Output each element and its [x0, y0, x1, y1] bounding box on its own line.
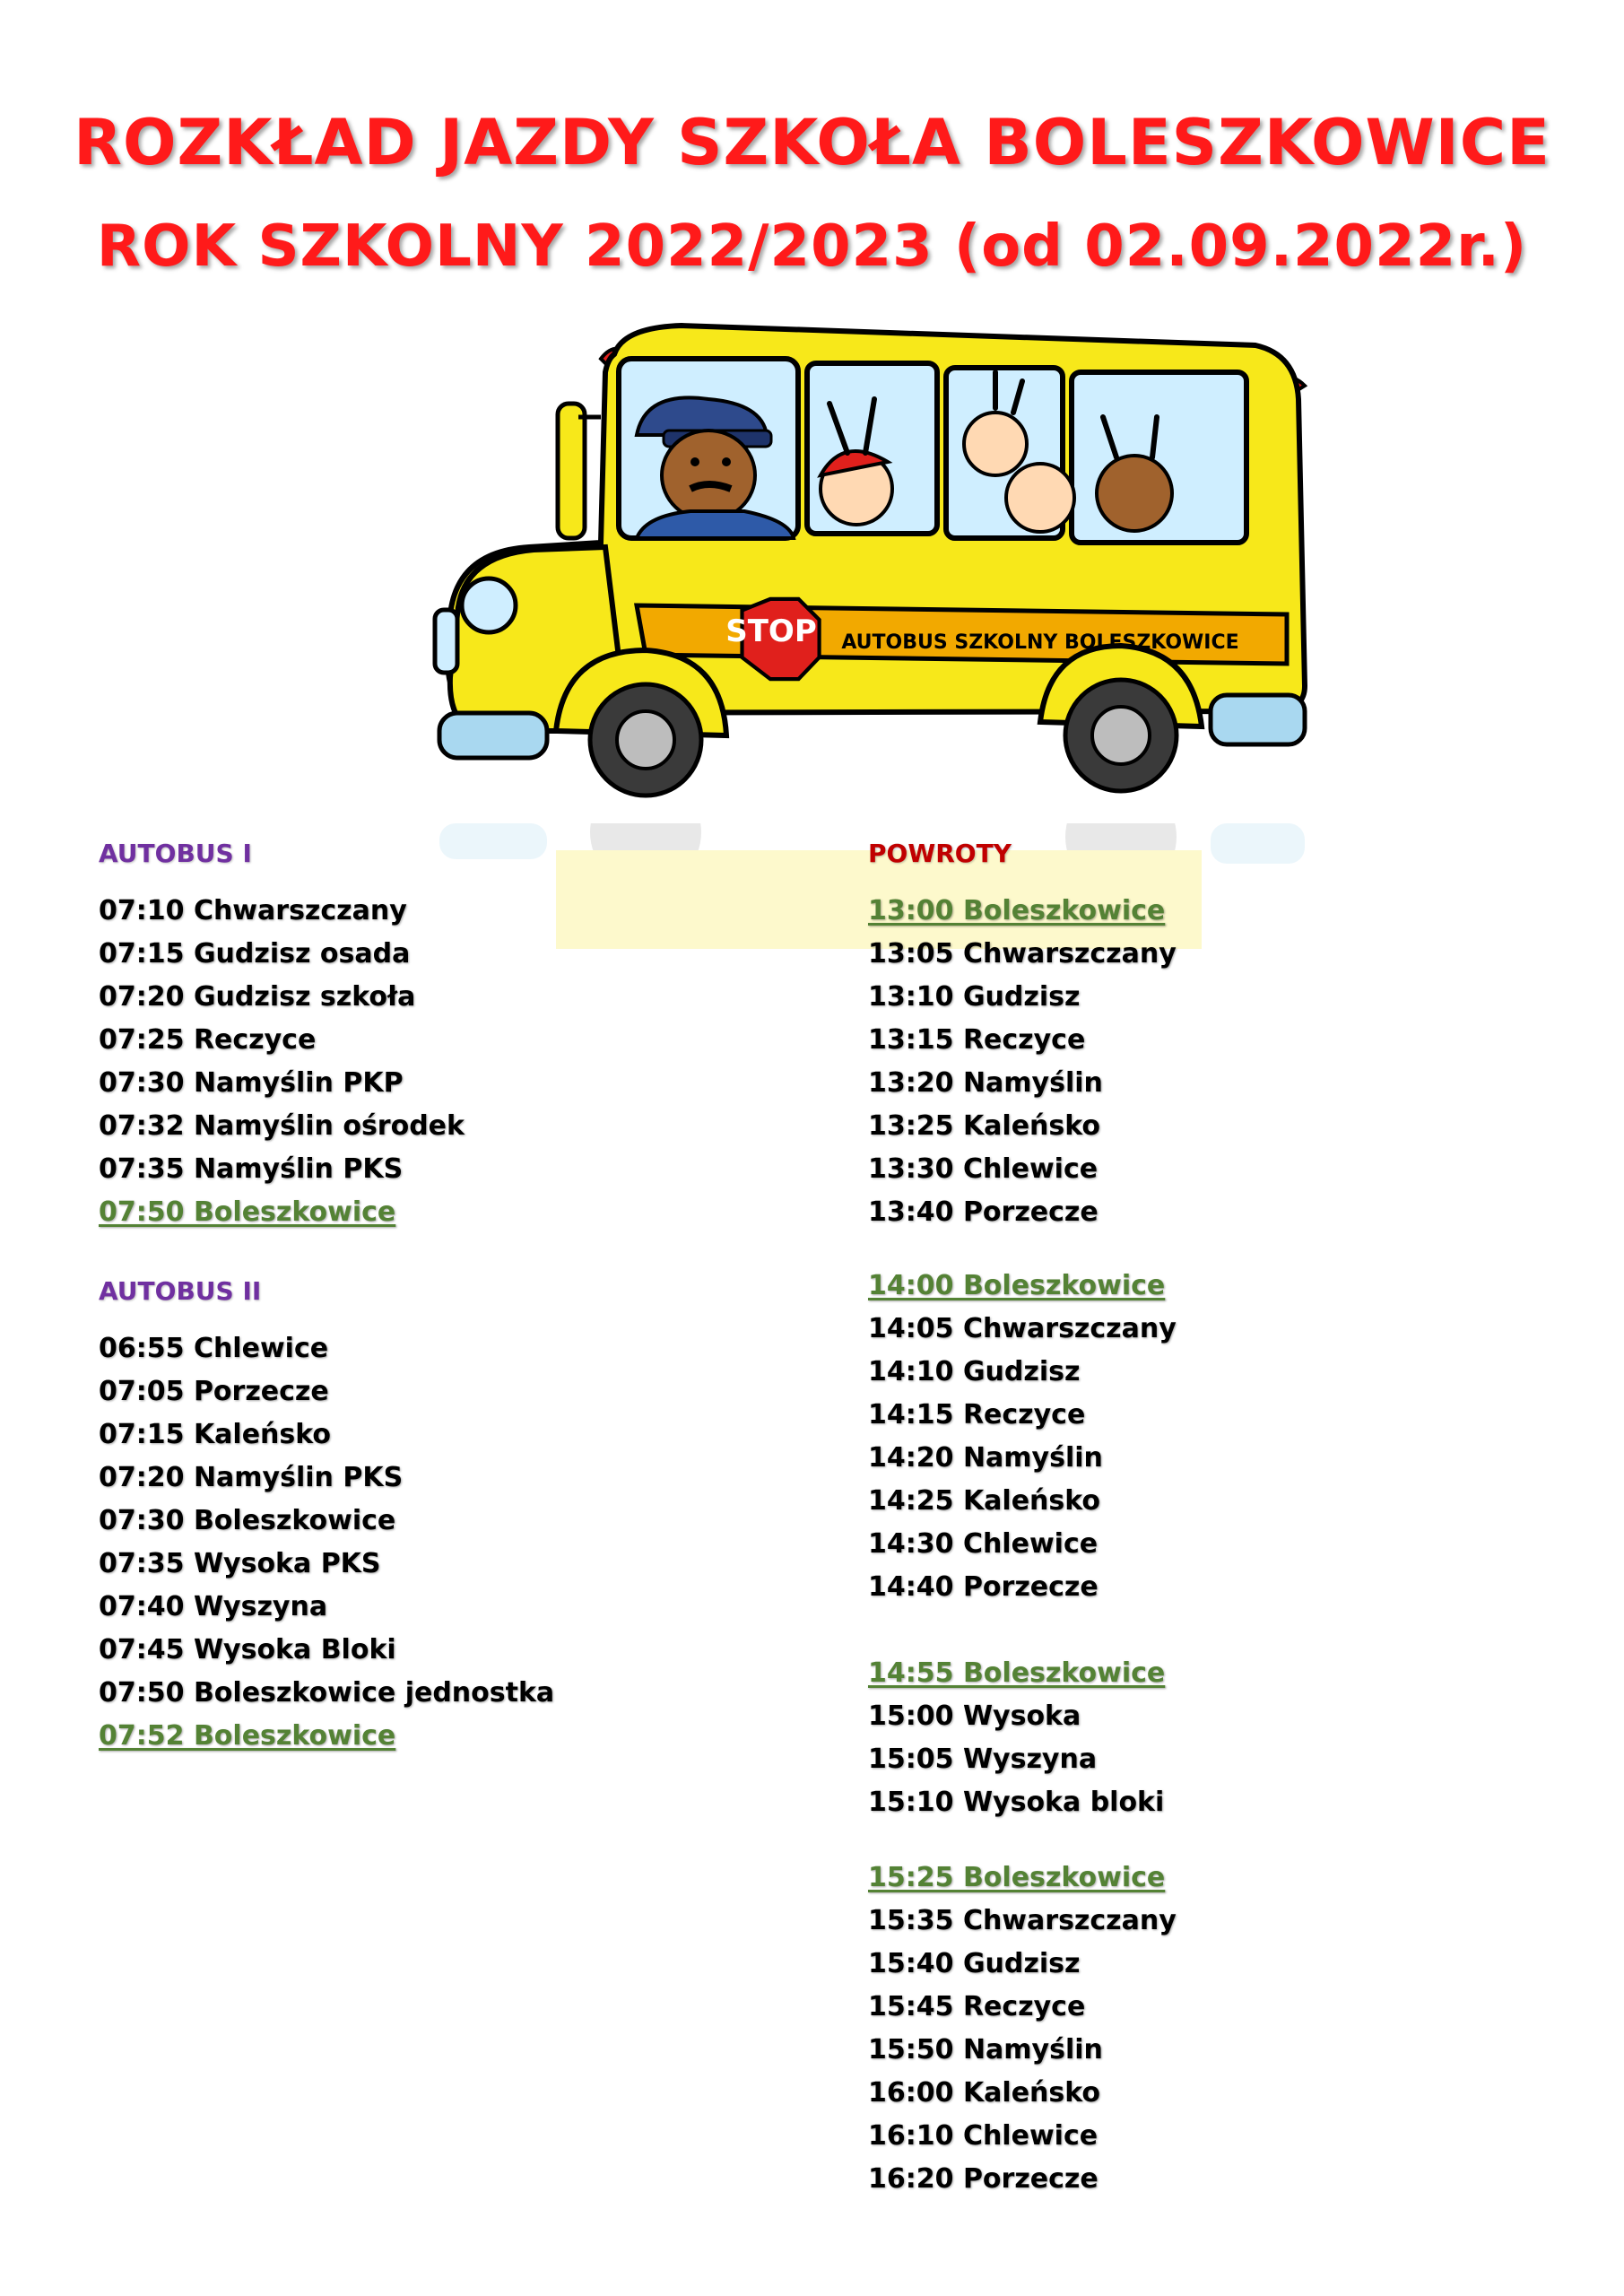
stop-time-entry: 07:15 Kaleńsko [99, 1419, 332, 1450]
school-arrival-stop: 07:50 Boleszkowice [99, 1196, 396, 1228]
powroty-groups [868, 890, 1177, 2201]
stop-time-entry: 15:50 Namyślin [868, 2034, 1103, 2066]
stop-time-entry: 14:05 Chwarszczany [868, 1313, 1177, 1344]
stop-time-entry: 07:32 Namyślin ośrodek [99, 1110, 465, 1142]
morning-routes [99, 836, 554, 1758]
stop-time-entry: 14:15 Reczyce [868, 1399, 1086, 1431]
page-subtitle: ROK SZKOLNY 2022/2023 (od 02.09.2022r.) [96, 213, 1528, 280]
autobus-1-heading: AUTOBUS I [99, 839, 252, 868]
page-title: ROZKŁAD JAZDY SZKOŁA BOLESZKOWICE [74, 106, 1550, 179]
powroty-group [868, 1652, 1177, 1824]
stop-time-entry: 07:05 Porzecze [99, 1376, 329, 1407]
stop-time-entry: 15:05 Wyszyna [868, 1744, 1098, 1775]
stop-time-entry: 13:25 Kaleńsko [868, 1110, 1101, 1142]
stop-time-entry: 06:55 Chlewice [99, 1333, 329, 1364]
school-arrival-stop: 14:00 Boleszkowice [868, 1270, 1166, 1301]
stop-time-entry: 07:25 Reczyce [99, 1024, 317, 1056]
stop-time-entry: 15:35 Chwarszczany [868, 1905, 1177, 1936]
return-routes [868, 836, 1177, 2201]
stop-time-entry: 13:20 Namyślin [868, 1067, 1103, 1099]
stop-time-entry: 14:25 Kaleńsko [868, 1485, 1101, 1517]
stop-time-entry: 07:50 Boleszkowice jednostka [99, 1677, 555, 1709]
stop-time-entry: 13:15 Reczyce [868, 1024, 1086, 1056]
school-arrival-stop: 13:00 Boleszkowice [868, 895, 1166, 926]
stop-time-entry: 07:20 Gudzisz szkoła [99, 981, 416, 1013]
stop-time-entry: 15:40 Gudzisz [868, 1948, 1081, 1979]
stop-time-entry: 16:10 Chlewice [868, 2120, 1099, 2152]
stop-sign-text: STOP [725, 613, 817, 649]
stop-time-entry: 16:00 Kaleńsko [868, 2077, 1101, 2109]
stop-time-entry: 07:35 Namyślin PKS [99, 1153, 404, 1185]
autobus-2-heading: AUTOBUS II [99, 1276, 262, 1306]
stop-time-entry: 07:40 Wyszyna [99, 1591, 328, 1622]
stop-time-entry: 16:20 Porzecze [868, 2163, 1099, 2195]
stop-time-entry: 15:00 Wysoka [868, 1700, 1081, 1732]
school-arrival-stop: 07:52 Boleszkowice [99, 1720, 396, 1752]
stop-time-entry: 13:40 Porzecze [868, 1196, 1099, 1228]
stop-time-entry: 14:10 Gudzisz [868, 1356, 1081, 1387]
school-arrival-stop: 14:55 Boleszkowice [868, 1657, 1166, 1689]
powroty-group [868, 1265, 1177, 1609]
powroty-group [868, 890, 1177, 1234]
stop-time-entry: 07:10 Chwarszczany [99, 895, 407, 926]
stop-time-entry: 13:05 Chwarszczany [868, 938, 1177, 970]
autobus-1-stop-list [99, 890, 554, 1234]
stop-time-entry: 07:30 Namyślin PKP [99, 1067, 404, 1099]
stop-time-entry: 13:10 Gudzisz [868, 981, 1081, 1013]
autobus-2-stop-list [99, 1327, 554, 1758]
powroty-group [868, 1857, 1177, 2201]
school-bus-illustration [421, 318, 1327, 821]
stop-time-entry: 15:45 Reczyce [868, 1991, 1086, 2022]
stop-time-entry: 13:30 Chlewice [868, 1153, 1099, 1185]
stop-time-entry: 07:30 Boleszkowice [99, 1505, 396, 1536]
stop-time-entry: 14:20 Namyślin [868, 1442, 1103, 1474]
stop-time-entry: 07:45 Wysoka Bloki [99, 1634, 396, 1665]
stop-time-entry: 15:10 Wysoka bloki [868, 1787, 1165, 1818]
stop-time-entry: 07:20 Namyślin PKS [99, 1462, 404, 1493]
bus-label-text: AUTOBUS SZKOLNY BOLESZKOWICE [841, 631, 1239, 654]
stop-time-entry: 14:30 Chlewice [868, 1528, 1099, 1560]
powroty-heading: POWROTY [868, 839, 1012, 868]
stop-time-entry: 14:40 Porzecze [868, 1571, 1099, 1603]
school-arrival-stop: 15:25 Boleszkowice [868, 1862, 1166, 1893]
stop-time-entry: 07:15 Gudzisz osada [99, 938, 411, 970]
stop-time-entry: 07:35 Wysoka PKS [99, 1548, 381, 1579]
